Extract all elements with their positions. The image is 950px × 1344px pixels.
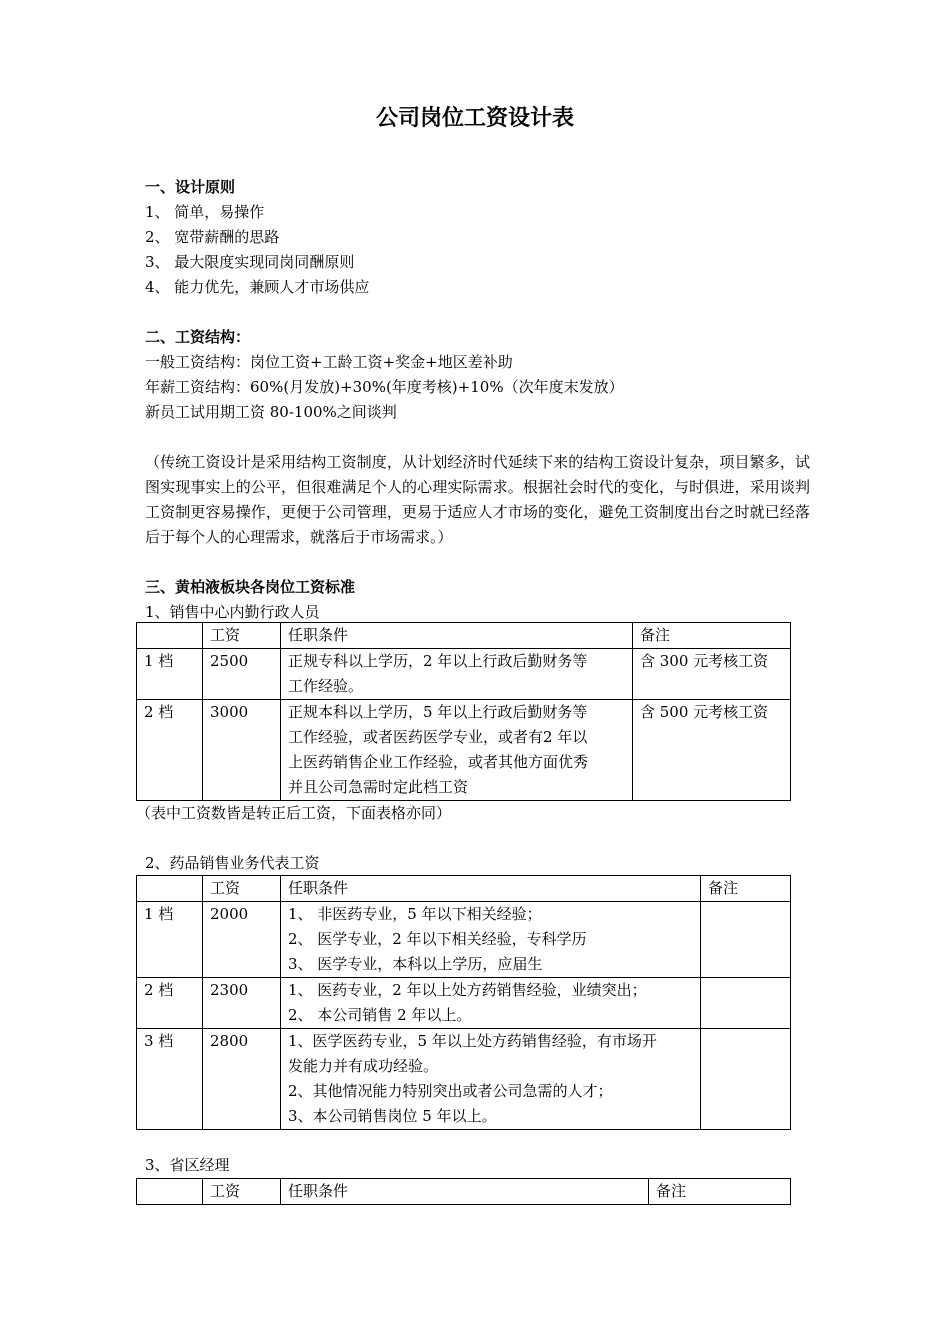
condition-line: 2、 本公司销售 2 年以上。 <box>288 1006 472 1024</box>
provincial-manager-salary-table <box>136 1178 791 1205</box>
header-cell: 工资 <box>203 623 281 649</box>
traditional-salary-note: （传统工资设计是采用结构工资制度，从计划经济时代延续下来的结构工资设计复杂，项目繁多，试图实现事实上的公平，但很难满足个人的心理实际需求。根据社会时代的变化，与时俱进，采用谈判工资制更容易操作，更便于公司管理，更易于适应人才市场的变化，避免工资制度出台之时就已经落后于每个人的心理需求，就落后于市场需求。） <box>145 453 810 546</box>
header-cell: 任职条件 <box>281 1179 649 1205</box>
condition-line: 1、 医药专业，2 年以上处方药销售经验，业绩突出； <box>288 981 647 999</box>
condition-line: 2、 医学专业，2 年以下相关经验，专科学历 <box>288 930 587 948</box>
table-caption: 3、省区经理 <box>145 1156 230 1174</box>
condition-line: 并且公司急需时定此档工资 <box>288 778 469 796</box>
header-cell: 备注 <box>633 623 791 649</box>
header-cell: 工资 <box>203 1179 281 1205</box>
level-cell: 2 档 <box>137 700 203 801</box>
salary-cell: 2000 <box>203 902 281 978</box>
document-title: 公司岗位工资设计表 <box>375 105 574 131</box>
section-salary-standards <box>145 575 810 625</box>
condition-line: 工作经验。 <box>288 677 364 695</box>
section-heading: 二、工资结构： <box>145 328 251 346</box>
table-row <box>137 1029 791 1130</box>
condition-cell <box>281 649 633 700</box>
principle-item: 3、 最大限度实现同岗同酬原则 <box>145 253 355 271</box>
table-row <box>137 700 791 801</box>
header-cell: 工资 <box>203 876 281 902</box>
admin-staff-salary-table <box>136 622 791 801</box>
condition-line: 1、 非医药专业，5 年以下相关经验； <box>288 905 542 923</box>
section-heading: 三、黄柏液板块各岗位工资标准 <box>145 578 356 596</box>
salary-cell: 2500 <box>203 649 281 700</box>
header-cell <box>137 1179 203 1205</box>
section-heading: 一、设计原则 <box>145 178 236 196</box>
header-cell: 备注 <box>649 1179 791 1205</box>
table-header-row <box>137 623 791 649</box>
table-caption: 2、药品销售业务代表工资 <box>145 854 320 872</box>
note-cell <box>701 978 791 1029</box>
table-header-row <box>137 876 791 902</box>
condition-cell <box>281 700 633 801</box>
note-cell <box>701 1029 791 1130</box>
principle-item: 1、 简单，易操作 <box>145 203 265 221</box>
salary-cell: 2800 <box>203 1029 281 1130</box>
condition-line: 上医药销售企业工作经验，或者其他方面优秀 <box>288 753 589 771</box>
condition-line: 3、 医学专业，本科以上学历，应届生 <box>288 955 543 973</box>
condition-line: 正规本科以上学历，5 年以上行政后勤财务等 <box>288 703 588 721</box>
condition-cell <box>281 902 701 978</box>
table-row <box>137 649 791 700</box>
header-cell: 任职条件 <box>281 623 633 649</box>
principle-item: 2、 宽带薪酬的思路 <box>145 228 280 246</box>
salary-cell: 3000 <box>203 700 281 801</box>
table-row <box>137 978 791 1029</box>
condition-line: 2、其他情况能力特别突出或者公司急需的人才； <box>288 1082 613 1100</box>
salary-cell: 2300 <box>203 978 281 1029</box>
note-cell <box>701 902 791 978</box>
condition-cell <box>281 978 701 1029</box>
condition-cell <box>281 1029 701 1130</box>
table-header-row <box>137 1179 791 1205</box>
header-cell: 备注 <box>701 876 791 902</box>
condition-line: 正规专科以上学历，2 年以上行政后勤财务等 <box>288 652 588 670</box>
section-salary-structure <box>145 325 810 425</box>
structure-line: 一般工资结构：岗位工资+工龄工资+奖金+地区差补助 <box>145 353 513 371</box>
header-cell: 任职条件 <box>281 876 701 902</box>
level-cell: 3 档 <box>137 1029 203 1130</box>
table-row <box>137 902 791 978</box>
condition-line: 1、医学医药专业，5 年以上处方药销售经验，有市场开 <box>288 1032 657 1050</box>
condition-line: 3、本公司销售岗位 5 年以上。 <box>288 1107 497 1125</box>
level-cell: 2 档 <box>137 978 203 1029</box>
structure-line: 年薪工资结构：60%(月发放)+30%(年度考核)+10%（次年度末发放） <box>145 378 624 396</box>
note-cell: 含 500 元考核工资 <box>633 700 791 801</box>
header-cell <box>137 876 203 902</box>
section-design-principles <box>145 175 810 300</box>
table-caption: 1、销售中心内勤行政人员 <box>145 603 320 621</box>
level-cell: 1 档 <box>137 649 203 700</box>
condition-line: 发能力并有成功经验。 <box>288 1057 439 1075</box>
condition-line: 工作经验，或者医药医学专业，或者有2 年以 <box>288 728 588 746</box>
structure-line: 新员工试用期工资 80-100%之间谈判 <box>145 403 397 421</box>
level-cell: 1 档 <box>137 902 203 978</box>
header-cell <box>137 623 203 649</box>
table-footnote: （表中工资数皆是转正后工资，下面表格亦同） <box>136 804 452 822</box>
principle-item: 4、 能力优先，兼顾人才市场供应 <box>145 278 370 296</box>
note-cell: 含 300 元考核工资 <box>633 649 791 700</box>
sales-rep-salary-table <box>136 875 791 1130</box>
